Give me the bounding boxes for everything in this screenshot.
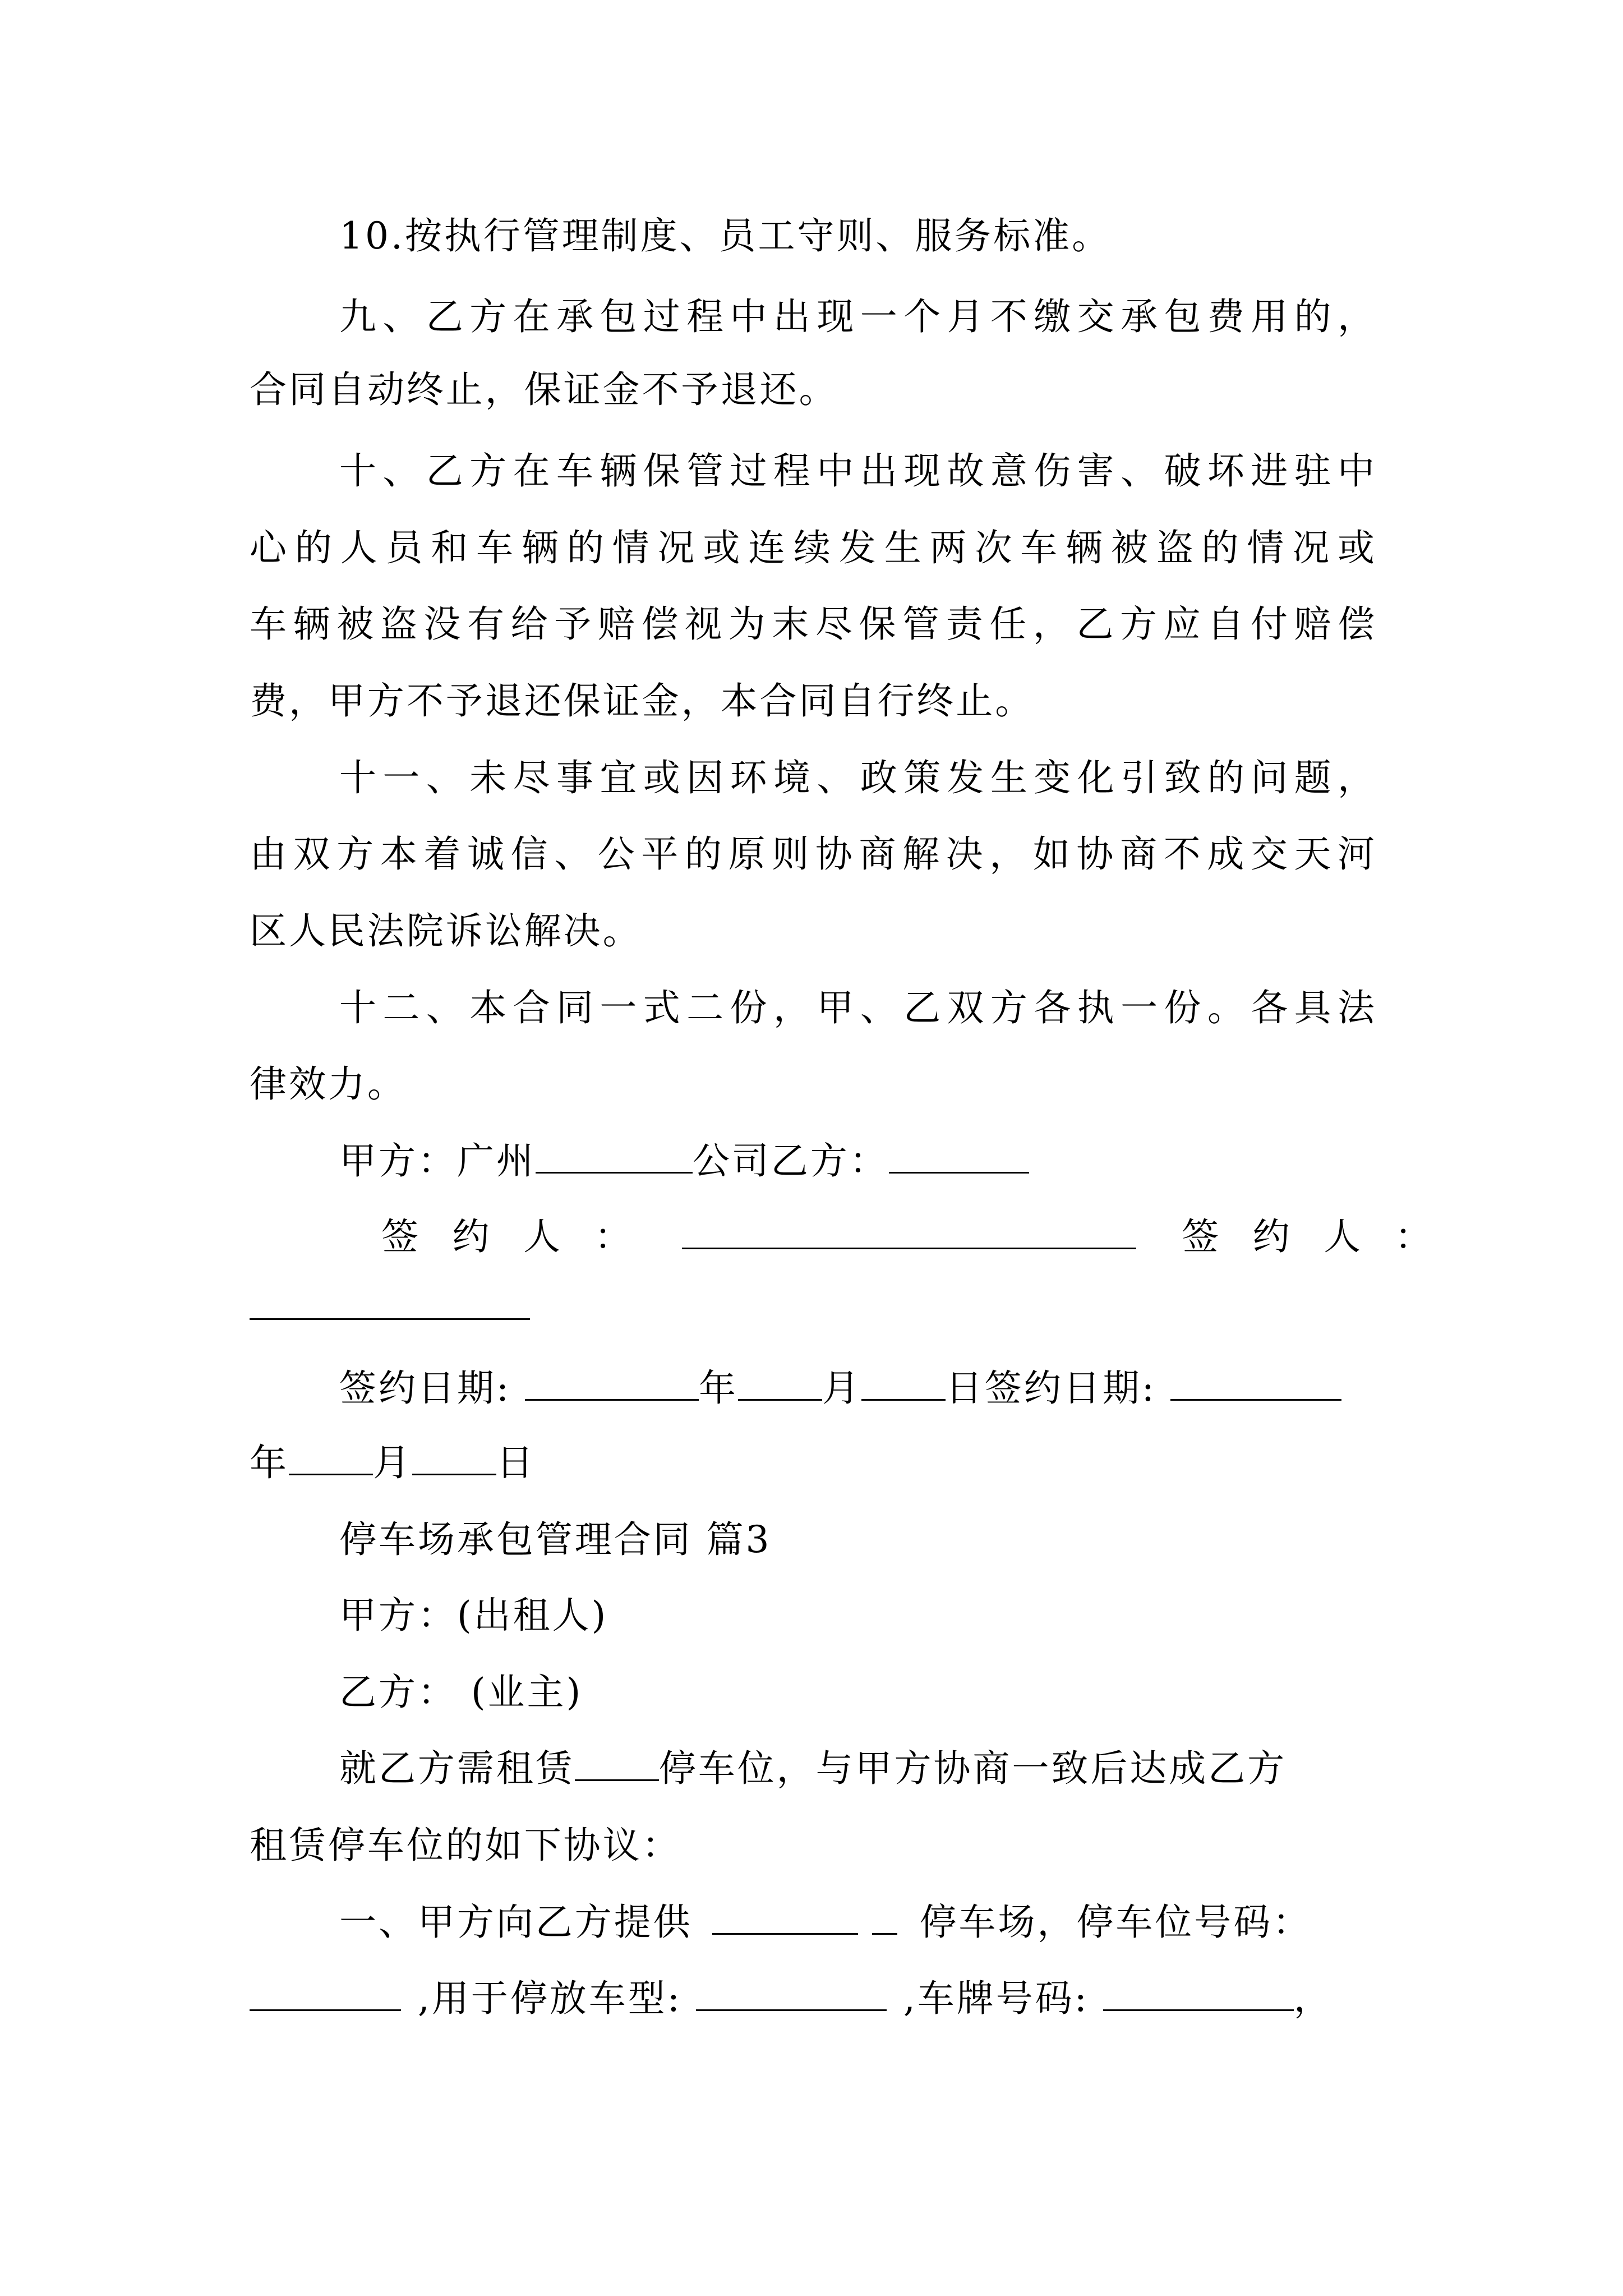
sign-date-b-month-blank[interactable] [289, 1440, 373, 1475]
vehicle-model-blank[interactable] [696, 1976, 887, 2011]
year-label: 年 [250, 1441, 289, 1484]
paragraph-line: 费，甲方不予退还保证金，本合同自行终止。 [250, 679, 1035, 723]
clause-1-text-b: 停车场，停车位号码： [919, 1901, 1312, 1944]
signer-a-label: 签 约 人 ： [381, 1215, 643, 1258]
intro-text-a: 就乙方需租赁 [339, 1747, 575, 1790]
intro-line-cont: 租赁停车位的如下协议： [250, 1824, 681, 1867]
section-title: 停车场承包管理合同 篇3 [339, 1518, 772, 1561]
parking-lot-blank-suffix[interactable] [872, 1899, 897, 1935]
sign-date-a-label: 签约日期: [339, 1366, 511, 1410]
intro-text-b: 停车位，与甲方协商一致后达成乙方 [658, 1747, 1287, 1790]
paragraph-line: 车辆被盗没有给予赔偿视为末尽保管责任，乙方应自付赔偿 [250, 602, 1377, 646]
party-a-label: 甲方：广州 [339, 1139, 536, 1182]
sign-date-line-cont [250, 1438, 1377, 1488]
paragraph-line: 十二、本合同一式二份，甲、乙双方各执一份。各具法 [339, 986, 1377, 1029]
parking-lot-blank[interactable] [712, 1899, 858, 1935]
party-signature-line [250, 1136, 1377, 1186]
day-label: 日 [496, 1441, 536, 1484]
paragraph-line: 区人民法院诉讼解决。 [250, 909, 642, 953]
signer-b-label: 签 约 人 ： [1182, 1215, 1443, 1258]
paragraph-line: 由双方本着诚信、公平的原则协商解决，如协商不成交天河 [250, 832, 1377, 876]
party-b-line: 乙方： (业主) [339, 1671, 583, 1714]
party-a-line: 甲方：(出租人) [339, 1594, 608, 1637]
clause-1-text-c: ,用于停放车型: [418, 1977, 682, 2020]
paragraph-line: 十、乙方在车辆保管过程中出现故意伤害、破坏进驻中 [339, 449, 1377, 493]
signer-a-blank[interactable] [682, 1214, 1136, 1249]
day-sign-date-b-label: 日签约日期: [945, 1366, 1156, 1410]
clause-1-text-e: ， [1293, 1977, 1333, 2020]
paragraph-line: 心的人员和车辆的情况或连续发生两次车辆被盗的情况或 [250, 526, 1377, 569]
sign-date-b-day-blank[interactable] [412, 1440, 496, 1475]
month-label: 月 [372, 1441, 412, 1484]
paragraph-line: 十一、未尽事宜或因环境、政策发生变化引致的问题， [339, 756, 1377, 799]
sign-date-line [250, 1363, 1377, 1414]
year-label: 年 [699, 1366, 738, 1410]
paragraph-line: 律效力。 [250, 1062, 407, 1106]
intro-line [250, 1743, 1377, 1794]
signer-b-blank[interactable] [250, 1318, 530, 1320]
parking-count-blank[interactable] [575, 1746, 659, 1781]
clause-1-text-a: 一、甲方向乙方提供 [339, 1901, 693, 1944]
sign-date-a-day-blank[interactable] [861, 1365, 946, 1401]
party-a-company-blank[interactable] [536, 1138, 693, 1174]
clause-1-line-cont [250, 1973, 1377, 2024]
sign-date-b-year-blank[interactable] [1170, 1365, 1341, 1401]
paragraph-line: 10.按执行管理制度、员工守则、服务标准。 [339, 214, 1112, 257]
plate-number-blank[interactable] [1103, 1976, 1294, 2011]
clause-1-line [250, 1897, 1377, 1948]
paragraph-line: 合同自动终止，保证金不予退还。 [250, 368, 838, 411]
sign-date-a-year-blank[interactable] [525, 1365, 699, 1401]
party-b-label: 公司乙方： [692, 1139, 889, 1182]
party-b-name-blank[interactable] [889, 1138, 1029, 1174]
space-number-blank[interactable] [250, 1976, 401, 2011]
signer-line [250, 1212, 1443, 1262]
paragraph-line: 九、乙方在承包过程中出现一个月不缴交承包费用的， [339, 295, 1377, 338]
month-label: 月 [822, 1366, 861, 1410]
sign-date-a-month-blank[interactable] [738, 1365, 822, 1401]
clause-1-text-d: ,车牌号码: [903, 1977, 1089, 2020]
